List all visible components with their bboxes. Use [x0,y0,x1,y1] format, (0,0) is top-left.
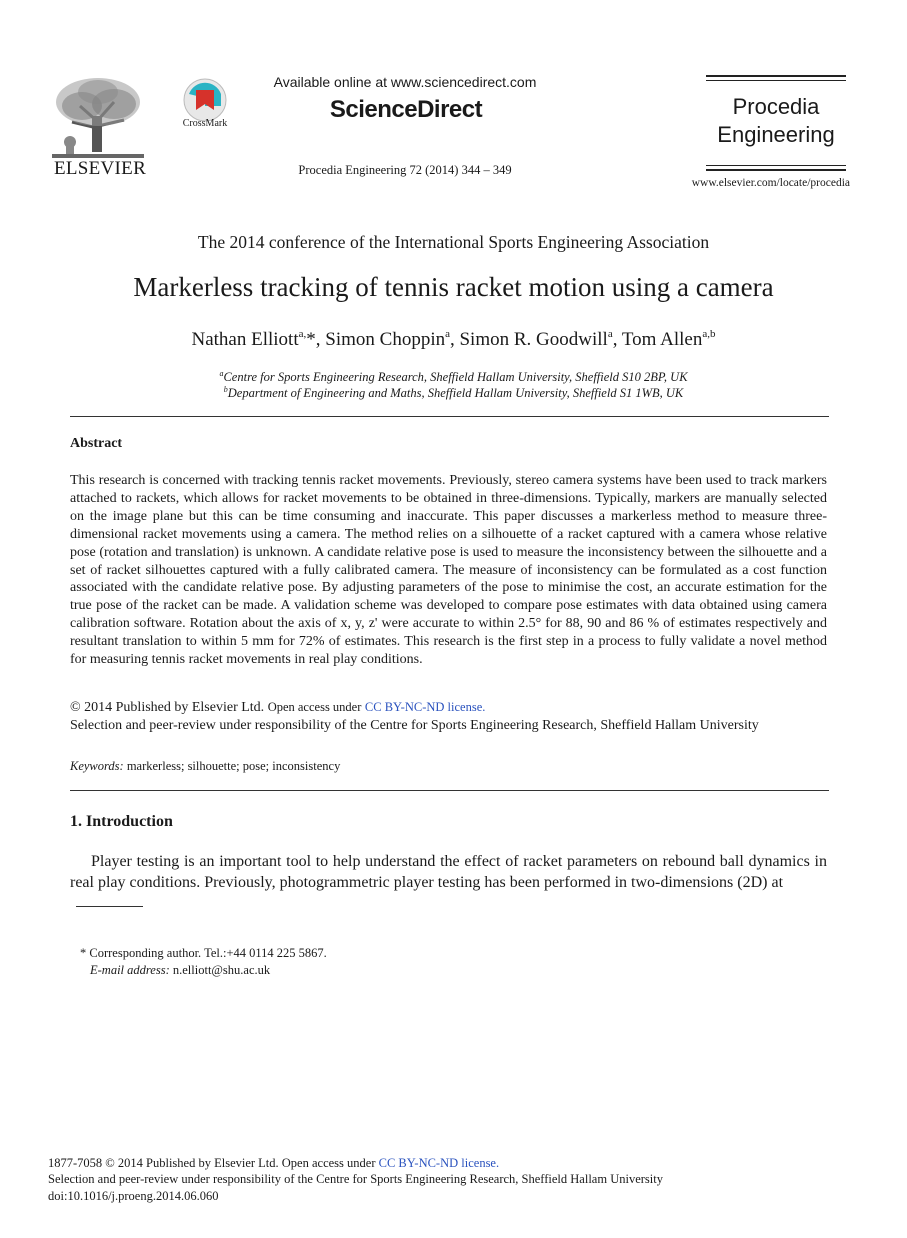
divider [70,790,829,791]
affiliation-text: Department of Engineering and Maths, Sheffield Hallam University, Sheffield S1 1WB, UK [227,386,684,400]
journal-name [706,93,846,149]
copyright-line [70,700,485,716]
affiliation-sup: a [219,369,224,378]
journal-name-line-2: Engineering [717,122,835,147]
email-note [90,963,270,978]
abstract-heading: Abstract [70,436,123,451]
available-online-text: Available online at www.sciencedirect.com [273,74,537,90]
footnote-rule [76,906,143,907]
divider [70,416,829,417]
keywords-label: Keywords: [70,759,124,773]
keywords-line [70,759,340,774]
author-affiliation-sup: a,b [702,328,716,340]
license-link[interactable]: CC BY-NC-ND license. [364,700,486,714]
footer-issn-text: 1877-7058 © 2014 Published by Elsevier Ltd. Open access under [48,1156,376,1170]
email-label: E-mail address: [90,963,170,977]
journal-rule [706,75,846,77]
footer-peer-review: Selection and peer-review under responsibility of the Centre for Sports Engineering Research, Sheffield Hallam University [48,1172,663,1186]
author-separator: , [315,329,326,350]
affiliation-text: Centre for Sports Engineering Research, Sheffield Hallam University, Sheffield S10 2BP, UK [223,370,688,384]
author-affiliation-sup: a [445,328,450,340]
journal-citation: Procedia Engineering 72 (2014) 344 – 349 [298,163,512,177]
affiliation-sup: b [223,385,228,394]
journal-rule [706,80,846,81]
open-access-text: Open access under [267,700,362,714]
journal-url[interactable]: www.elsevier.com/locate/procedia [691,177,850,189]
abstract-body: This research is concerned with tracking tennis racket movements. Previously, stereo camera systems have been used to track markers attached to rackets, which allows for racket movements to be obtained in three-dimensions. Typically, markers are manually selected on the image plane but this can be time consuming and inaccurate. This paper discusses a markerless method to measure three-dimensional racket movements using a camera. The method relies on a silhouette of a racket captured with a camera whose relative pose (rotation and translation) is unknown. A candidate relative pose is used to measure the inconsistency between the silhouette and a set of racket silhouettes captured with a fully calibrated camera. The measure of inconsistency can be formulated as a cost function associated with the candidate relative pose. By adjusting parameters of the pose to minimise the cost, an accurate estimation for the true pose of the racket can be made. A validation scheme was developed to compare pose estimates with data obtained using camera calibration software. Rotation about the axis of x, y, z' were accurate to within 2.5° for 88, 90 and 86 % of estimates respectively and resultant translation to within 5 mm for 72% of estimates. This research is the first step in a process to fully validate a novel method for measuring tennis racket movements in real play conditions. [70,473,827,668]
corresponding-marker: * [306,329,316,350]
journal-rule [706,169,846,171]
author-name: Simon R. Goodwill [459,329,608,350]
section-heading: 1. Introduction [70,813,173,830]
affiliation-b [60,386,847,401]
crossmark-label: CrossMark [182,118,228,129]
copyright-text: © 2014 Published by Elsevier Ltd. [70,700,265,715]
elsevier-tree-logo [52,76,144,158]
conference-line: The 2014 conference of the International Sports Engineering Association [197,232,710,252]
author-name: Nathan Elliott [191,329,299,350]
keywords-list: markerless; silhouette; pose; inconsistency [126,759,341,773]
peer-review-line: Selection and peer-review under responsibility of the Centre for Sports Engineering Research, Sheffield Hallam University [70,718,759,733]
author-separator: , [612,329,622,350]
journal-name-line-1: Procedia [732,94,820,119]
author-name: Simon Choppin [325,329,446,350]
footer-issn-line [48,1156,499,1171]
footer-license-link[interactable]: CC BY-NC-ND license. [378,1156,500,1170]
affiliation-a [60,370,847,385]
paper-title: Markerless tracking of tennis racket motion using a camera [133,272,774,302]
journal-rule [706,165,846,166]
author-list [60,329,847,351]
elsevier-wordmark: ELSEVIER [53,158,147,179]
email-address[interactable]: n.elliott@shu.ac.uk [172,963,271,977]
intro-paragraph: Player testing is an important tool to help understand the effect of racket parameters on rebound ball dynamics in real play conditions. Previously, photogrammetric player testing has been performed in two-dimensions (2D) at [70,853,827,891]
author-separator: , [449,329,460,350]
footer-doi[interactable]: doi:10.1016/j.proeng.2014.06.060 [48,1189,219,1203]
author-affiliation-sup: a, [298,328,307,340]
author-name: Tom Allen [621,329,703,350]
sciencedirect-logo: ScienceDirect [329,96,483,123]
corresponding-author-note: * Corresponding author. Tel.:+44 0114 225 5867. [80,946,327,960]
author-affiliation-sup: a [607,328,613,340]
